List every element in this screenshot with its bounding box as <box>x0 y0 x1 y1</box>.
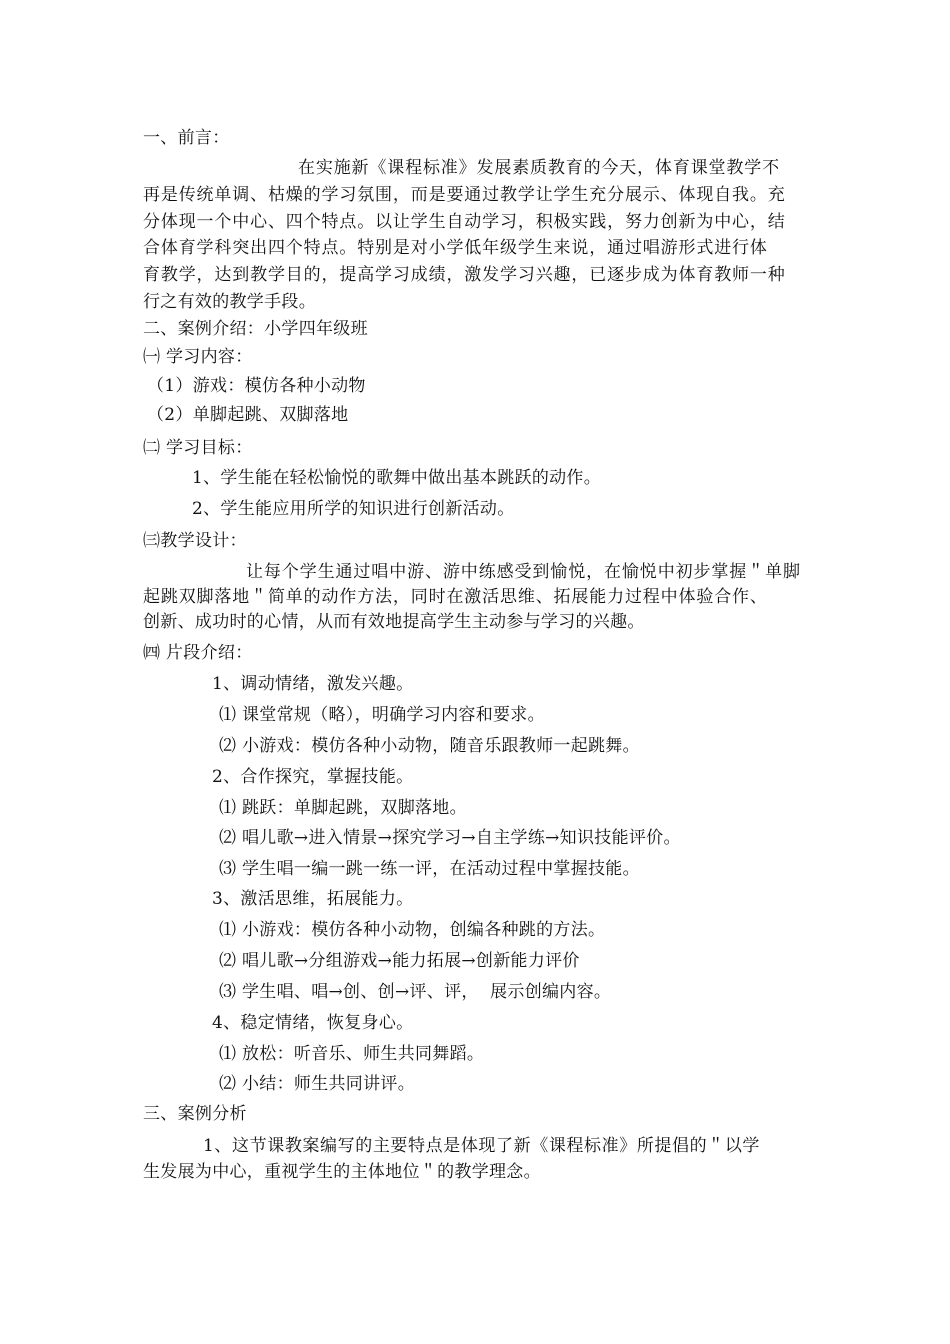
segment-item: ⑴ 跳跃：单脚起跳，双脚落地。 <box>219 798 467 818</box>
segment-item: ⑶ 学生唱一编一跳一练一评，在活动过程中掌握技能。 <box>219 859 640 879</box>
segment-item: ⑵ 唱儿歌→分组游戏→能力拓展→创新能力评价 <box>219 951 580 971</box>
segment-item: ⑵ 小结：师生共同讲评。 <box>219 1074 416 1094</box>
paragraph-line: 起跳双脚落地＂简单的动作方法，同时在激活思维、拓展能力过程中体验合作、 <box>143 587 768 607</box>
section-heading-analysis: 三、案例分析 <box>143 1104 247 1124</box>
paragraph-line: 行之有效的教学手段。 <box>143 292 316 312</box>
segment-heading: 4、稳定情绪，恢复身心。 <box>212 1013 414 1033</box>
paragraph-line: 1、这节课教案编写的主要特点是体现了新《课程标准》所提倡的＂以学 <box>203 1136 761 1156</box>
list-item: （1）游戏：模仿各种小动物 <box>147 376 366 396</box>
paragraph-line: 创新、成功时的心情，从而有效地提高学生主动参与学习的兴趣。 <box>143 612 645 632</box>
subheading-content: ㈠ 学习内容： <box>143 347 253 367</box>
segment-heading: 2、合作探究，掌握技能。 <box>212 767 414 787</box>
segment-item: ⑵ 小游戏：模仿各种小动物，随音乐跟教师一起跳舞。 <box>219 736 640 756</box>
paragraph-line: 在实施新《课程标准》发展素质教育的今天，体育课堂教学不 <box>298 158 780 178</box>
subheading-objectives: ㈡ 学习目标： <box>143 438 253 458</box>
paragraph-line: 再是传统单调、枯燥的学习氛围，而是要通过教学让学生充分展示、体现自我。充 <box>143 185 786 205</box>
paragraph-line: 合体育学科突出四个特点。特别是对小学低年级学生来说，通过唱游形式进行体 <box>143 238 768 258</box>
section-heading-preface: 一、前言： <box>143 128 230 148</box>
segment-item: ⑴ 课堂常规（略），明确学习内容和要求。 <box>219 705 545 725</box>
subheading-segments: ㈣ 片段介绍： <box>143 643 253 663</box>
paragraph-line: 育教学，达到教学目的，提高学习成绩，激发学习兴趣，已逐步成为体育教师一种 <box>143 265 786 285</box>
subheading-design: ㈢教学设计： <box>143 531 247 551</box>
segment-item: ⑵ 唱儿歌→进入情景→探究学习→自主学练→知识技能评价。 <box>219 828 681 848</box>
segment-heading: 3、激活思维，拓展能力。 <box>212 889 414 909</box>
paragraph-line: 生发展为中心，重视学生的主体地位＂的教学理念。 <box>143 1162 541 1182</box>
list-item: 2、学生能应用所学的知识进行创新活动。 <box>192 499 515 519</box>
segment-item: ⑴ 小游戏：模仿各种小动物，创编各种跳的方法。 <box>219 920 606 940</box>
segment-heading: 1、调动情绪，激发兴趣。 <box>212 674 414 694</box>
paragraph-line: 分体现一个中心、四个特点。以让学生自动学习，积极实践，努力创新为中心，结 <box>143 212 786 232</box>
paragraph-line: 让每个学生通过唱中游、游中练感受到愉悦，在愉悦中初步掌握＂单脚 <box>246 562 801 582</box>
section-heading-case: 二、案例介绍：小学四年级班 <box>143 319 368 339</box>
segment-item: ⑶ 学生唱、唱→创、创→评、评， 展示创编内容。 <box>219 982 612 1002</box>
list-item: （2）单脚起跳、双脚落地 <box>147 405 349 425</box>
segment-item: ⑴ 放松：听音乐、师生共同舞蹈。 <box>219 1044 485 1064</box>
list-item: 1、学生能在轻松愉悦的歌舞中做出基本跳跃的动作。 <box>192 468 602 488</box>
